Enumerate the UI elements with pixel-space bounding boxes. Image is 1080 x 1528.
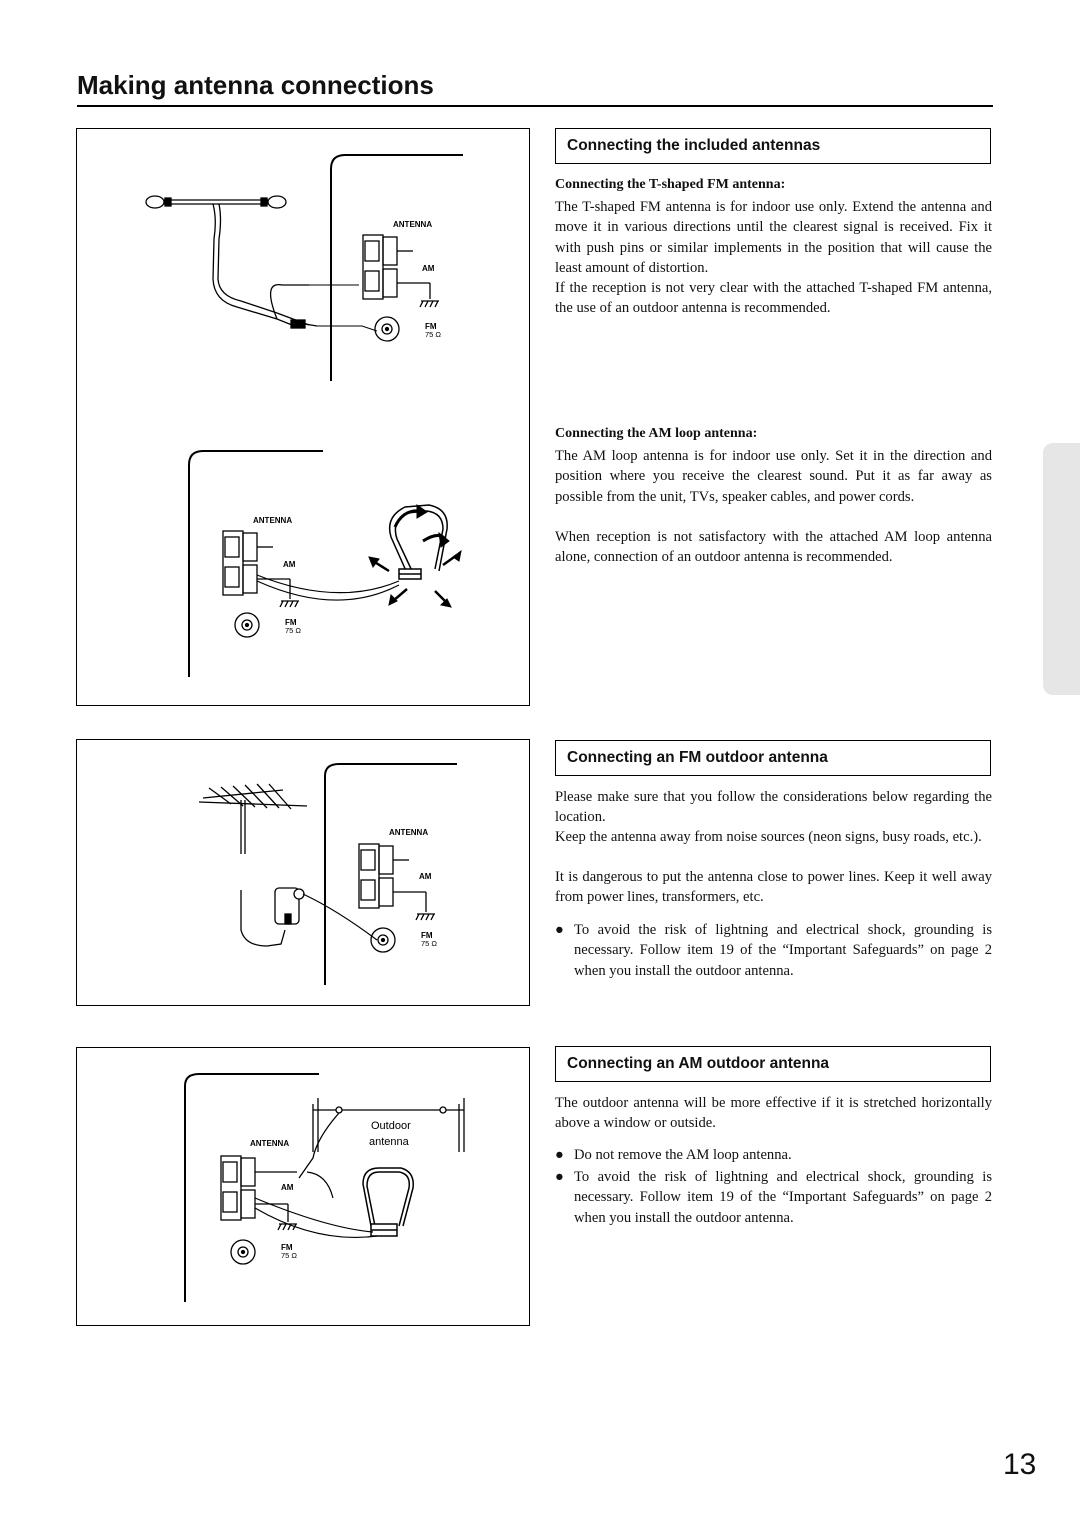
- bullet-fm-outdoor-grounding: [555, 920, 992, 981]
- subhead-am-loop: Connecting the AM loop antenna:: [555, 426, 758, 441]
- bullet-dot: ●: [555, 922, 564, 938]
- am-label: AM: [283, 560, 296, 569]
- heading-fm-outdoor-antenna: Connecting an FM outdoor antenna: [555, 740, 991, 776]
- bullet-dot: ●: [555, 1147, 564, 1163]
- am-terminal-icon: [223, 531, 299, 607]
- bullet-am-outdoor-loop: [555, 1145, 992, 1165]
- ohm-label: 75 Ω: [281, 1251, 298, 1260]
- title-rule: [77, 105, 993, 107]
- matching-transformer-icon: [275, 888, 304, 924]
- outdoor-antenna-label-line2: antenna: [369, 1136, 409, 1148]
- side-tab: [1043, 443, 1080, 695]
- antenna-label: ANTENNA: [253, 516, 293, 525]
- fm-label: FM: [285, 618, 297, 627]
- paragraph-fm-outdoor-3: It is dangerous to put the antenna close to power lines. Keep it well away from power lines, transformers, etc.: [555, 869, 992, 906]
- am-outdoor-antenna-diagram: [77, 1048, 529, 1325]
- fm-jack-icon: [375, 317, 399, 341]
- ohm-label: 75 Ω: [425, 330, 442, 339]
- bullet-text: Do not remove the AM loop antenna.: [574, 1147, 792, 1163]
- antenna-label: ANTENNA: [389, 828, 429, 837]
- paragraph-am-outdoor-1: The outdoor antenna will be more effective if it is stretched horizontally above a window or outside.: [555, 1095, 992, 1132]
- paragraph-am-loop-1: The AM loop antenna is for indoor use only. Set it in the direction and position where you receive the clearest sound. Put it as far away as possible from the unit, TVs, speaker cables, and power cords.: [555, 448, 992, 505]
- am-label: AM: [419, 872, 432, 881]
- fm-jack-icon: [371, 928, 395, 952]
- heading-included-antennas: Connecting the included antennas: [555, 128, 991, 164]
- page-number: 13: [1003, 1448, 1037, 1481]
- fm-label: FM: [425, 322, 437, 331]
- antenna-label: ANTENNA: [250, 1139, 290, 1148]
- fm-label: FM: [281, 1243, 293, 1252]
- paragraph-t-shaped-fm-2: If the reception is not very clear with the attached T-shaped FM antenna, the use of an outdoor antenna is recommended.: [555, 280, 992, 317]
- subhead-t-shaped-fm: Connecting the T-shaped FM antenna:: [555, 177, 786, 192]
- heading-am-outdoor-antenna: Connecting an AM outdoor antenna: [555, 1046, 991, 1082]
- ohm-label: 75 Ω: [285, 626, 302, 635]
- bullet-dot: ●: [555, 1169, 564, 1185]
- page-title: Making antenna connections: [77, 70, 434, 100]
- am-label: AM: [422, 264, 435, 273]
- am-loop-antenna-icon: [363, 1168, 413, 1236]
- paragraph-t-shaped-fm-1: The T-shaped FM antenna is for indoor use only. Extend the antenna and move it in various directions until the clearest signal is received. Fix it with push pins or similar implements in the position that will cause the least amount of distortion.: [555, 199, 992, 277]
- figure-am-outdoor-antenna: [76, 1047, 530, 1326]
- outdoor-antenna-label-line1: Outdoor: [371, 1120, 411, 1132]
- fm-jack-icon: [231, 1240, 255, 1264]
- bullet-text: To avoid the risk of lightning and electrical shock, grounding is necessary. Follow item 19 of the “Important Safeguards” on page 2 when you install the outdoor antenna.: [574, 922, 992, 979]
- fm-label: FM: [421, 931, 433, 940]
- figure-included-antennas: [76, 128, 530, 706]
- am-label: AM: [281, 1183, 294, 1192]
- paragraph-fm-outdoor-2: Keep the antenna away from noise sources (neon signs, busy roads, etc.).: [555, 829, 982, 845]
- t-shaped-fm-antenna-icon: [146, 196, 317, 328]
- paragraph-am-loop-2: When reception is not satisfactory with the attached AM loop antenna alone, connection of an outdoor antenna is recommended.: [555, 529, 992, 566]
- included-antennas-diagram: [77, 129, 529, 705]
- am-terminal-icon: [359, 844, 435, 920]
- paragraph-fm-outdoor-1: Please make sure that you follow the considerations below regarding the location.: [555, 789, 992, 826]
- fm-jack-icon: [235, 613, 259, 637]
- fm-outdoor-antenna-diagram: [77, 740, 529, 1005]
- bullet-am-outdoor-grounding: [555, 1167, 992, 1228]
- figure-fm-outdoor-antenna: [76, 739, 530, 1006]
- bullet-text: To avoid the risk of lightning and electrical shock, grounding is necessary. Follow item 19 of the “Important Safeguards” on page 2 when you install the outdoor antenna.: [574, 1169, 992, 1226]
- am-terminal-icon: [221, 1156, 297, 1230]
- antenna-label: ANTENNA: [393, 220, 433, 229]
- ohm-label: 75 Ω: [421, 939, 438, 948]
